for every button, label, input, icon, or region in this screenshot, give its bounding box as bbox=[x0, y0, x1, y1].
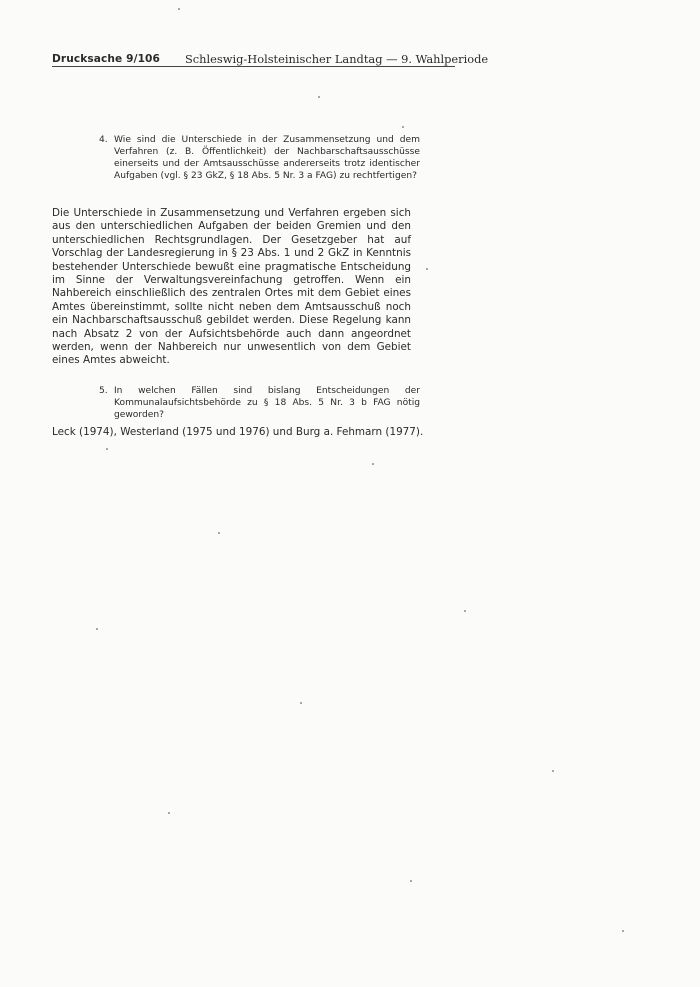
scan-speck bbox=[552, 770, 554, 772]
scan-speck bbox=[426, 268, 428, 270]
parliament-title: Schleswig-Holsteinischer Landtag — 9. Wahlperiode bbox=[185, 52, 489, 66]
question-number: 5. bbox=[99, 386, 108, 396]
scan-speck bbox=[318, 96, 320, 98]
scan-speck bbox=[300, 702, 302, 704]
scan-speck bbox=[168, 812, 170, 814]
header-rule bbox=[52, 66, 455, 67]
question-text: In welchen Fällen sind bislang Entscheidungen der Kommunalaufsichtsbehörde zu § 18 Abs. 5 Nr. 3 b FAG nötig geworden? bbox=[114, 386, 420, 420]
scan-speck bbox=[622, 930, 624, 932]
scan-speck bbox=[218, 532, 220, 534]
scan-speck bbox=[372, 463, 374, 465]
scan-speck bbox=[410, 880, 412, 882]
scan-speck bbox=[464, 610, 466, 612]
answer-5: Leck (1974), Westerland (1975 und 1976) und Burg a. Fehmarn (1977). bbox=[52, 426, 424, 438]
document-number: Drucksache 9/106 bbox=[52, 53, 160, 65]
scan-speck bbox=[178, 8, 180, 10]
answer-4: Die Unterschiede in Zusammensetzung und Verfahren ergeben sich aus den unterschiedlichen Aufgaben der beiden Gremien und den unterschiedlichen Rechtsgrundlagen. Der Gesetzgeber hat auf Vorschlag der Landesregierung in § 23 Abs. 1 und 2 GkZ in Kenntnis bestehender Unterschiede bewußt eine pragmatische Entscheidung im Sinne der Verwaltungsvereinfachung getroffen. Wenn ein Nahbereich einschließlich des zentralen Ortes mit dem Gebiet eines Amtes übereinstimmt, sollte nicht neben dem Amtsausschuß noch ein Nachbarschaftsausschuß gebildet werden. Diese Regelung kann nach Absatz 2 von der Aufsichtsbehörde auch dann angeordnet werden, wenn der Nahbereich nur unwesentlich von dem Gebiet eines Amtes abweicht. bbox=[52, 207, 411, 367]
question-number: 4. bbox=[99, 135, 108, 145]
scan-speck bbox=[402, 126, 404, 128]
question-text: Wie sind die Unterschiede in der Zusammensetzung und dem Verfahren (z. B. Öffentlichkeit) der Nachbarschaftsausschüsse einerseits und der Amtsausschüsse andererseits trotz identischer Aufgaben (vgl. § 23 GkZ, § 18 Abs. 5 Nr. 3 a FAG) zu rechtfertigen? bbox=[114, 135, 420, 181]
scan-speck bbox=[106, 448, 108, 450]
scan-speck bbox=[96, 628, 98, 630]
